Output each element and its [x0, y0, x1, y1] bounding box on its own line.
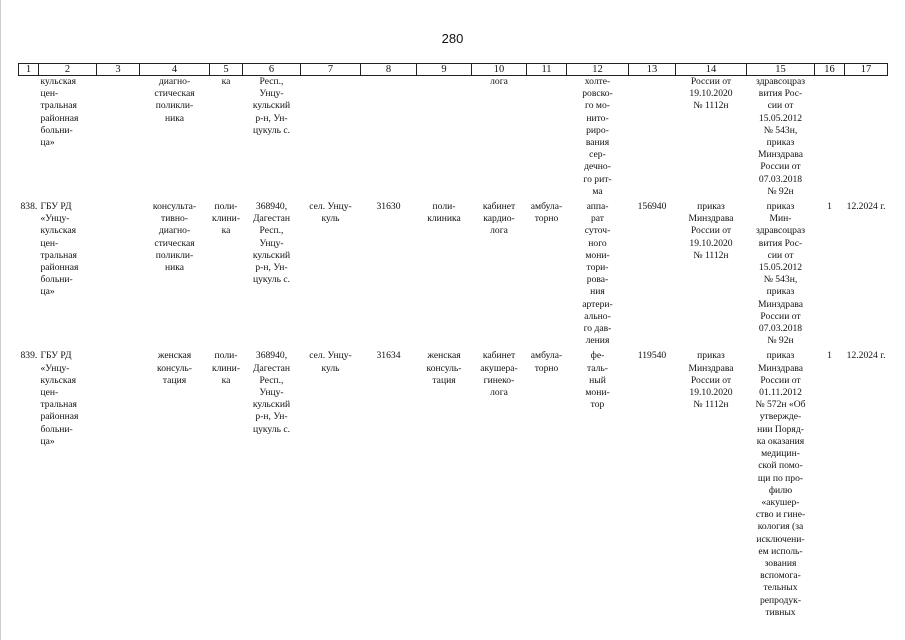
column-header: 2: [39, 64, 97, 76]
cell-col3: [97, 198, 140, 347]
cell-row-number: [19, 76, 39, 199]
cell-deadline: [845, 76, 888, 199]
cell-organization: ГБУ РД «Унцу- кульская цен- тральная районная больни- ца»: [40, 201, 79, 298]
cell-cabinet: кабинет кардио- лога: [482, 201, 516, 237]
cell-settlement: сел. Унцу- куль: [309, 350, 352, 374]
cell-code: 31634: [376, 350, 401, 362]
table-row: [19, 198, 888, 347]
cell-unit-type: ка: [221, 76, 231, 87]
cell-settlement: [301, 76, 361, 199]
cell-equipment-code: 119540: [637, 350, 667, 362]
cell-row-number: 838.: [20, 201, 38, 213]
cell-settlement: сел. Унцу- куль: [309, 201, 352, 225]
cell-department: женская консуль- тация: [426, 350, 462, 386]
column-header: 13: [629, 64, 676, 76]
cell-equipment: аппа- рат суточ- ного мони- тори- рова- ния артери- ально- го дав- ления: [582, 201, 613, 347]
cell-quantity: 1: [827, 350, 832, 362]
cell-order-1: России от 19.10.2020 № 1112н: [689, 76, 733, 112]
cell-row-number: 839.: [20, 350, 38, 362]
table-row: [19, 347, 888, 618]
cell-care-mode: амбула- торно: [530, 350, 563, 374]
cell-code: 31630: [376, 201, 401, 213]
cell-department: [417, 76, 472, 199]
scan-edge-line: [0, 0, 1, 640]
cell-col3: [97, 347, 140, 618]
cell-order-2: приказ Мин- здравсоцраз вития Рос- сии от 15.05.2012 № 543н, приказ Минздрава России от 07.03.2018 № 92н: [755, 201, 806, 347]
cell-unit-type: поли- клини- ка: [211, 350, 241, 386]
cell-equipment: холте- ровско- го мо- нито- риро- вания сер- дечно- го рит- ма: [582, 76, 613, 197]
cell-address: Респ., Унцу- кульский р-н, Ун- цукуль с.: [252, 76, 291, 136]
page-number: 280: [441, 31, 464, 46]
column-header: 7: [301, 64, 361, 76]
column-header: 3: [97, 64, 140, 76]
cell-care-mode: амбула- торно: [530, 201, 563, 225]
column-header: 5: [210, 64, 243, 76]
cell-deadline: 12.2024 г.: [846, 350, 886, 362]
cell-order-1: приказ Минздрава России от 19.10.2020 № 1112н: [688, 350, 734, 411]
cell-order-1: приказ Минздрава России от 19.10.2020 № 1112н: [688, 201, 734, 261]
cell-order-2: здравсоцраз вития Рос- сии от 15.05.2012 № 543н, приказ Минздрава России от 07.03.2018 № 92н: [755, 76, 806, 197]
cell-code: [361, 76, 417, 199]
cell-facility-type: консульта- тивно- диагно- стическая поликли- ника: [152, 201, 197, 274]
cell-care-mode: [527, 76, 567, 199]
cell-quantity: [815, 76, 845, 199]
cell-address: 368940, Дагестан Респ., Унцу- кульский р-н, Ун- цукуль с.: [252, 201, 291, 286]
column-header: 1: [19, 64, 39, 76]
cell-organization: ГБУ РД «Унцу- кульская цен- тральная районная больни- ца»: [40, 350, 79, 447]
cell-order-2: приказ Минздрава России от 01.11.2012 № 572н «Об утвержде- нии Поряд- ка оказания медицин- ской помо- щи по про- филю «акушер- ство и гине- кология (за исключени- ем исполь- зования вспомога- тельных репродук- тивных: [755, 350, 806, 618]
cell-address: 368940, Дагестан Респ., Унцу- кульский р-н, Ун- цукуль с.: [252, 350, 291, 435]
cell-quantity: 1: [827, 201, 832, 213]
cell-unit-type: поли- клини- ка: [211, 201, 241, 237]
column-header: 12: [567, 64, 629, 76]
column-header: 8: [361, 64, 417, 76]
column-header: 14: [676, 64, 747, 76]
column-header: 16: [815, 64, 845, 76]
column-header: 4: [140, 64, 210, 76]
cell-cabinet: кабинет акушера- гинеко- лога: [480, 350, 518, 399]
cell-equipment-code: [629, 76, 676, 199]
cell-organization: кульская цен- тральная районная больни- ца»: [40, 76, 79, 149]
column-header: 11: [527, 64, 567, 76]
equipment-register-table: [18, 63, 888, 619]
column-header: 10: [472, 64, 527, 76]
column-header: 15: [747, 64, 815, 76]
cell-equipment-code: 156940: [637, 201, 667, 213]
column-number-row: [19, 64, 888, 76]
column-header: 17: [845, 64, 888, 76]
cell-cabinet: лога: [490, 76, 508, 87]
cell-col3: [97, 76, 140, 199]
cell-equipment: фе- таль- ный мони- тор: [585, 350, 610, 411]
cell-facility-type: диагно- стическая поликли- ника: [154, 76, 195, 124]
cell-facility-type: женская консуль- тация: [157, 350, 192, 386]
cell-deadline: 12.2024 г.: [846, 201, 886, 213]
column-header: 9: [417, 64, 472, 76]
cell-department: поли- клиника: [427, 201, 461, 225]
column-header: 6: [243, 64, 301, 76]
table-row-continued: [19, 76, 888, 199]
